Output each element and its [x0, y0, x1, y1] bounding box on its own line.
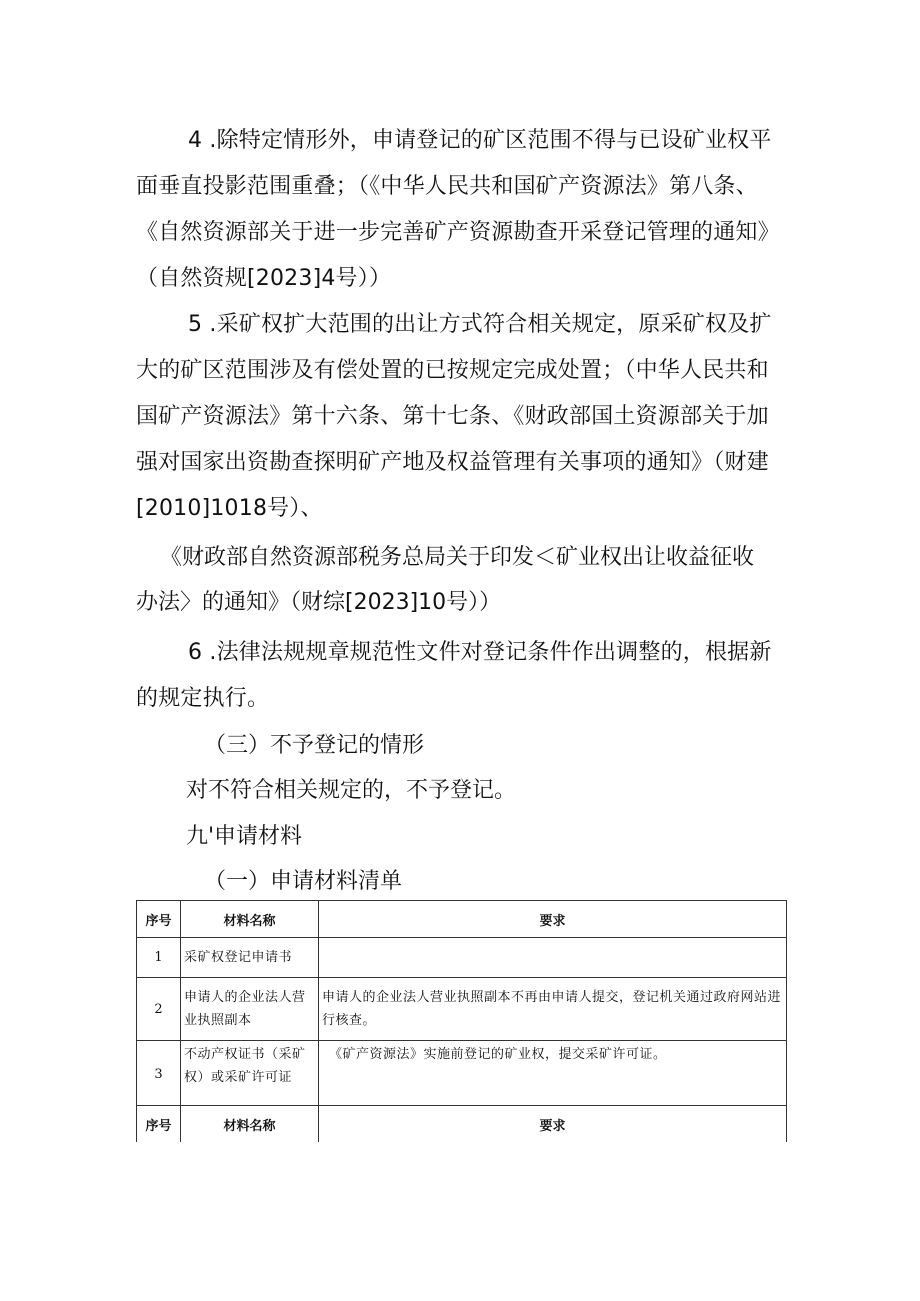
- section-heading-no-registration: （三）不予登记的情形: [204, 733, 425, 758]
- column-header-number: 序号: [137, 901, 181, 938]
- table-row: [137, 938, 787, 978]
- column-header-number: 序号: [137, 1106, 181, 1143]
- table-row: [137, 978, 787, 1041]
- table-row: [137, 1041, 787, 1106]
- row-number: 3: [137, 1041, 181, 1106]
- paragraph-item-5: 5 .采矿权扩大范围的出让方式符合相关规定，原采矿权及扩大的矿区范围涉及有偿处置的已按规定完成处置；（中华人民共和国矿产资源法》第十六条、第十七条、《财政部国土资源部关于加强对国家出资勘查探明矿产地及权益管理有关事项的通知》（财建[2010]1018号）、: [136, 312, 772, 521]
- row-number: 2: [137, 978, 181, 1041]
- table-header-row-repeat: [137, 1106, 787, 1143]
- column-header-material-name: 材料名称: [181, 1106, 319, 1143]
- paragraph-item-5-cont-line2: 办法〉的通知》（财综[2023]10号））: [136, 590, 502, 615]
- column-header-requirement: 要求: [319, 901, 787, 938]
- paragraph-item-6: 6 .法律法规规章规范性文件对登记条件作出调整的，根据新的规定执行。: [136, 640, 772, 711]
- material-name: 不动产权证书（采矿权）或采矿许可证: [181, 1041, 319, 1106]
- table-header-row: [137, 901, 787, 938]
- no-registration-text: 对不符合相关规定的，不予登记。: [186, 778, 517, 803]
- row-number: 1: [137, 938, 181, 978]
- material-requirement: 《矿产资源法》实施前登记的矿业权，提交采矿许可证。: [319, 1041, 787, 1106]
- materials-table: [136, 900, 787, 1142]
- column-header-material-name: 材料名称: [181, 901, 319, 938]
- material-name: 申请人的企业法人营业执照副本: [181, 978, 319, 1041]
- material-requirement: [319, 938, 787, 978]
- section-heading-application-materials: 九'申请材料: [186, 824, 303, 849]
- column-header-requirement: 要求: [319, 1106, 787, 1143]
- material-requirement: 申请人的企业法人营业执照副本不再由申请人提交，登记机关通过政府网站进行核查。: [319, 978, 787, 1041]
- paragraph-item-4: 4 .除特定情形外，申请登记的矿区范围不得与已设矿业权平面垂直投影范围重叠；（《中华人民共和国矿产资源法》第八条、《自然资源部关于进一步完善矿产资源勘查开采登记管理的通知》（自然资规[2023]4号））: [136, 128, 780, 291]
- section-heading-materials-list: （一）申请材料清单: [204, 869, 403, 894]
- paragraph-item-5-cont-line1: 《财政部自然资源部税务总局关于印发＜矿业权出让收益征收: [160, 545, 755, 570]
- material-name: 采矿权登记申请书: [181, 938, 319, 978]
